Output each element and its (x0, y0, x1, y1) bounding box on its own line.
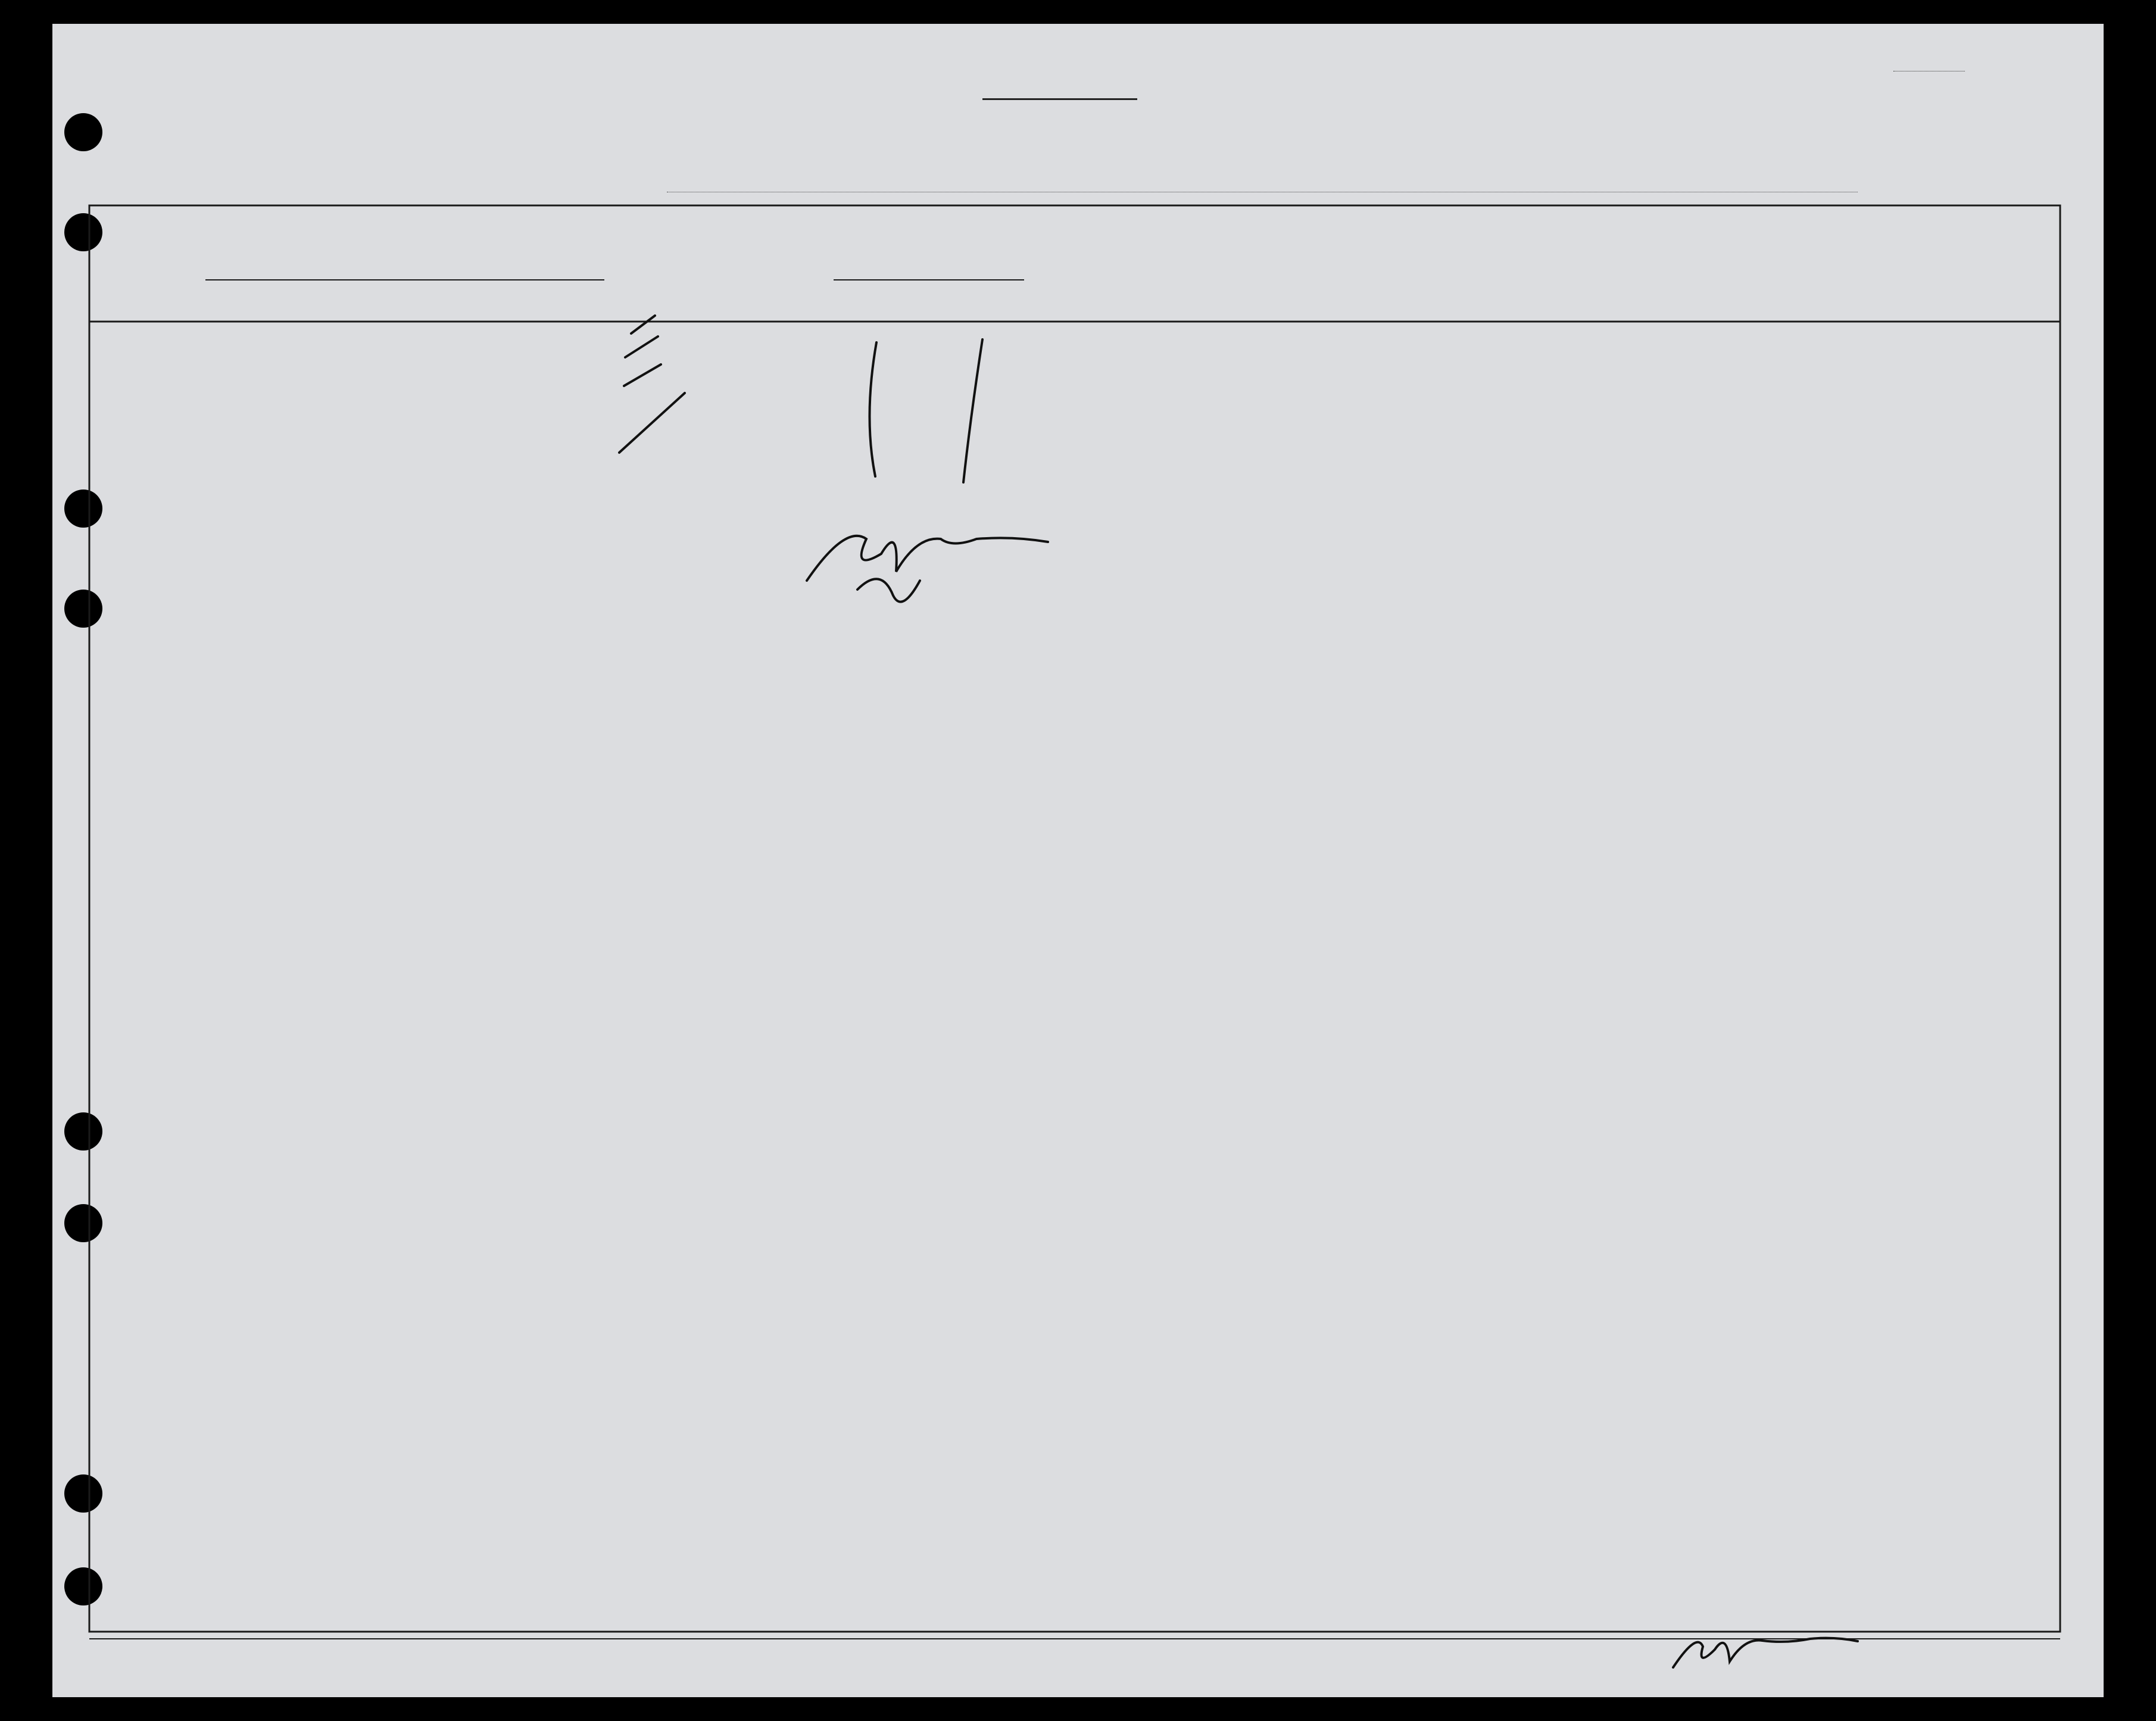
officer-signature (1673, 1638, 1858, 1667)
inspector-signature-mark (807, 536, 1048, 602)
service-checkmarks (624, 316, 661, 386)
shipped-ditto-strokes (869, 339, 982, 482)
service-checkmark-long (619, 393, 685, 453)
